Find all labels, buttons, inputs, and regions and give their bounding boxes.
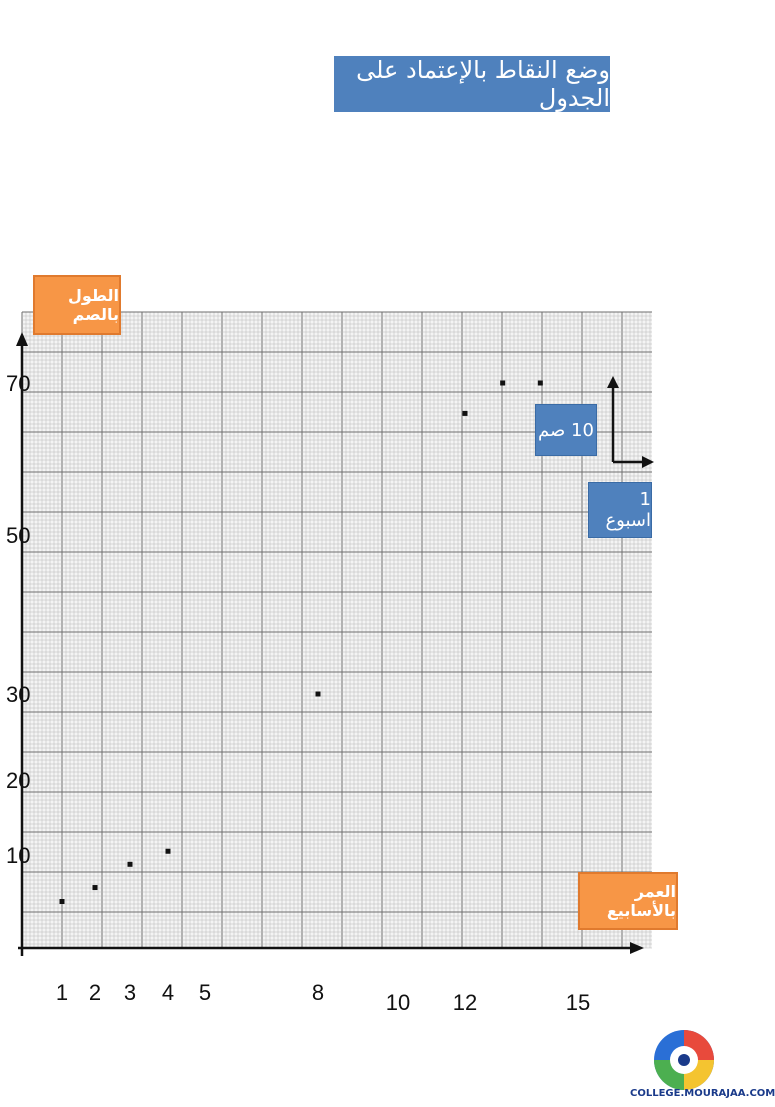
page-title: وضع النقاط بالإعتماد على الجدول	[334, 56, 610, 112]
x-tick-labels	[56, 980, 590, 1015]
x-tick-label: 8	[311, 980, 325, 1005]
data-point	[128, 862, 133, 867]
data-point	[166, 849, 171, 854]
scale-y-label: 10 صم	[535, 404, 597, 456]
x-tick-label: 10	[385, 990, 411, 1015]
data-point	[60, 899, 65, 904]
x-tick-label: 4	[161, 980, 175, 1005]
scale-x-label: 1 اسبوع	[588, 482, 652, 538]
data-point	[93, 885, 98, 890]
x-axis-label: العمر بالأسابيع	[578, 872, 678, 930]
y-tick-label: 30	[6, 682, 31, 707]
x-tick-label: 12	[452, 990, 478, 1015]
y-axis-label: الطول بالصم	[33, 275, 121, 335]
x-tick-label: 1	[55, 980, 69, 1005]
x-tick-label: 3	[123, 980, 137, 1005]
data-point	[538, 381, 543, 386]
y-tick-label: 10	[6, 843, 31, 868]
x-tick-label: 5	[198, 980, 212, 1005]
x-tick-label: 15	[565, 990, 591, 1015]
y-tick-label: 20	[6, 768, 31, 793]
logo-text: COLLEGE.MOURAJAA.COM	[630, 1088, 775, 1099]
data-point	[500, 381, 505, 386]
y-tick-label: 50	[6, 523, 31, 548]
y-tick-label: 70	[6, 371, 31, 396]
x-tick-label: 2	[88, 980, 102, 1005]
data-point	[463, 411, 468, 416]
data-point	[316, 692, 321, 697]
